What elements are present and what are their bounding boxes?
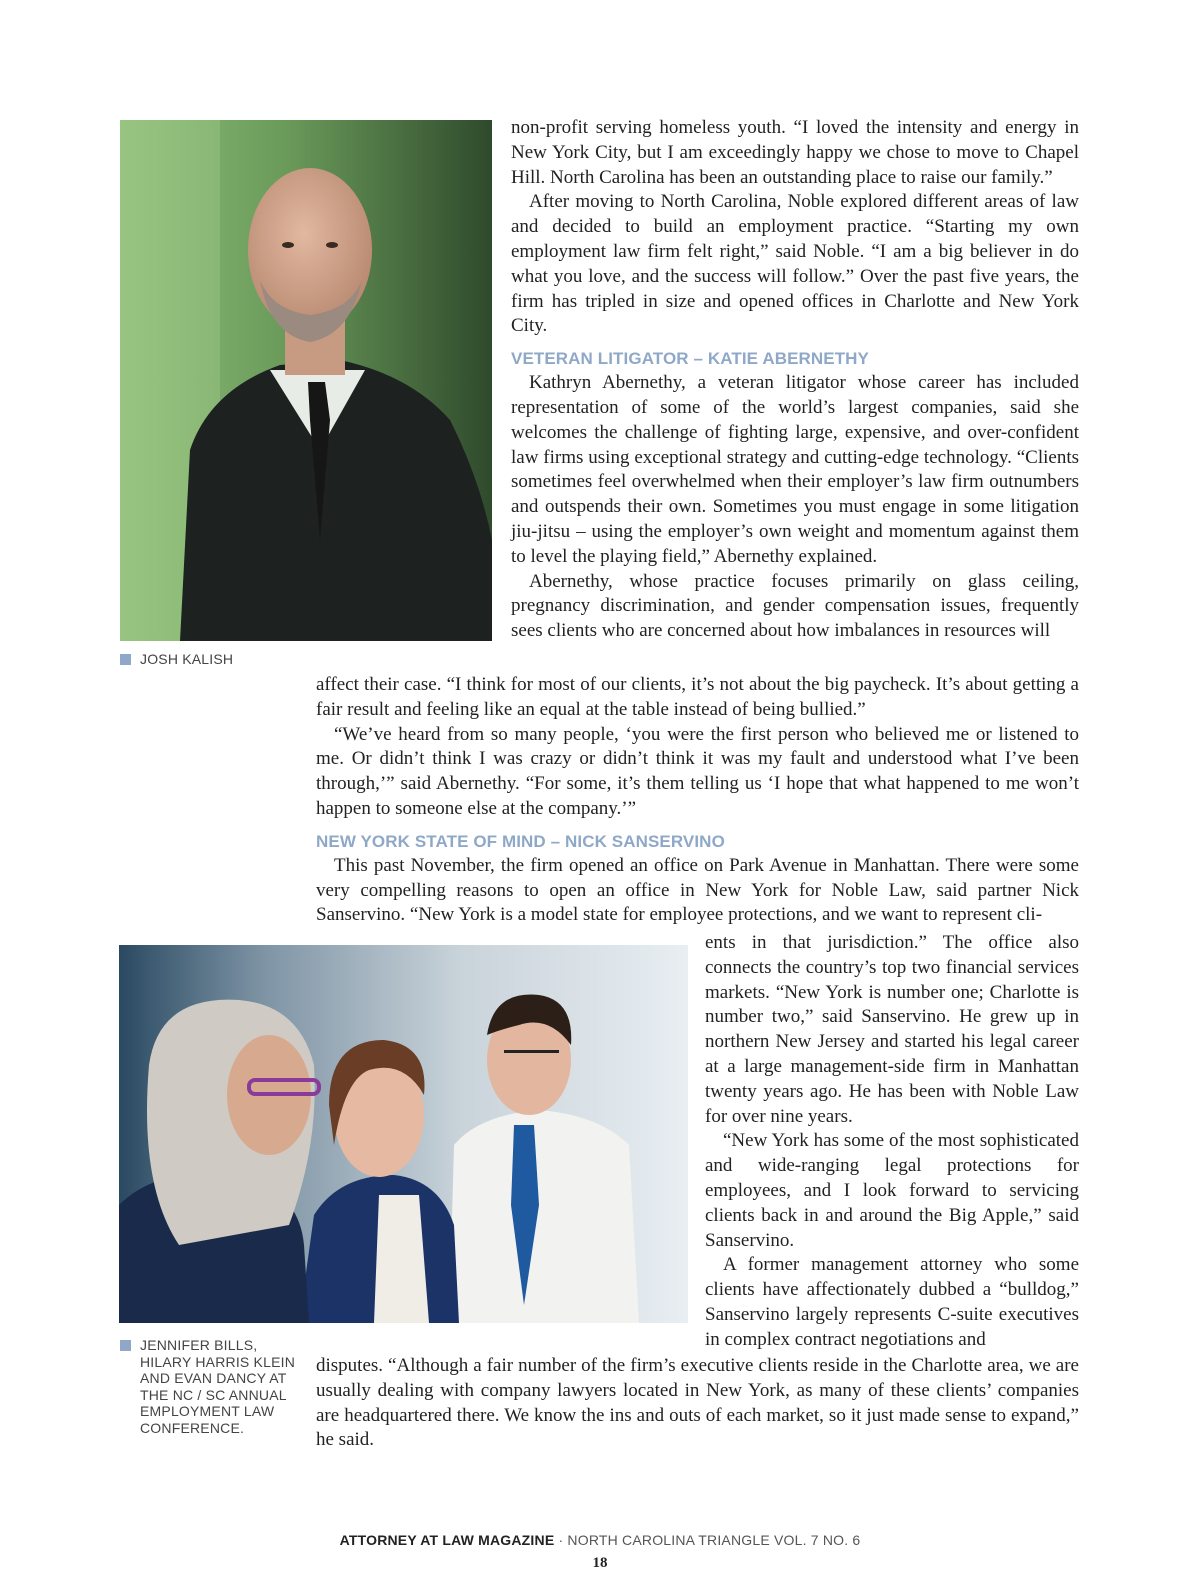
page-footer (0, 1532, 1200, 1548)
group-image (119, 945, 688, 1323)
photo-caption-1 (120, 651, 300, 668)
photo-caption-2 (120, 1337, 300, 1436)
caption-marker-square (120, 654, 131, 665)
article-column-bottom (316, 1354, 1079, 1453)
group-photo-conference (119, 945, 688, 1323)
section-heading-abernethy: VETERAN LITIGATOR – KATIE ABERNETHY (511, 349, 870, 369)
article-column-top (511, 116, 1079, 644)
footer-separator: · (554, 1532, 568, 1548)
paragraph: affect their case. “I think for most of our clients, it’s not about the big paycheck. It’s about getting a fair result and feeling like an equal at the table instead of being bullied.” (316, 674, 1079, 720)
paragraph: “We’ve heard from so many people, ‘you were the first person who believed me or listened to me. Or didn’t think I was crazy or didn’t think it was my fault and understood what I’ve been through,’” said Abernethy. “For some, it’s them telling us ‘I hope that what happened to me won’t happen to someone else at the company.’” (316, 723, 1079, 819)
caption-text: JOSH KALISH (140, 651, 234, 667)
paragraph: disputes. “Although a fair number of the firm’s executive clients reside in the Charlotte area, we are usually dealing with company lawyers located in New York, as many of these clients’ companies are headquartered there. We know the ins and outs of each market, so it just made sense to expand,” he said. (316, 1355, 1079, 1451)
portrait-image (120, 120, 492, 641)
section-heading-sanservino: NEW YORK STATE OF MIND – NICK SANSERVINO (316, 831, 725, 851)
paragraph: “New York has some of the most sophisticated and wide-ranging legal protections for employees, and I look forward to servicing clients back in and around the Big Apple,” said Sanservino. (705, 1130, 1079, 1251)
paragraph: A former management attorney who some clients have affectionately dubbed a “bulldog,” Sanservino largely represents C-suite executives in complex contract negotiations and (705, 1254, 1079, 1350)
paragraph: Kathryn Abernethy, a veteran litigator whose career has included representation of some of the world’s largest companies, said she welcomes the challenge of fighting large, expensive, and over-confident law firms using exceptional strategy and cutting-edge technology. “Clients sometimes feel overwhelmed when their employer’s law firm outnumbers and outspends their own. Sometimes you must engage in some litigation jiu-jitsu – using the employer’s own weight and momentum against them to level the playing field,” Abernethy explained. (511, 372, 1079, 567)
article-column-middle (316, 673, 1079, 928)
portrait-photo-josh-kalish (120, 120, 492, 641)
paragraph: ents in that jurisdiction.” The office also connects the country’s top two financial services markets. “New York is number one; Charlotte is number two,” said Sanservino. He grew up in northern New Jersey and started his legal career at a large management-side firm in Manhattan twenty years ago. He has been with Noble Law for over nine years. (705, 932, 1079, 1127)
magazine-name: ATTORNEY AT LAW MAGAZINE (339, 1532, 555, 1548)
article-column-narrow (705, 931, 1079, 1353)
caption-marker-square (120, 1340, 131, 1351)
caption-text: JENNIFER BILLS, HILARY HARRIS KLEIN AND EVAN DANCY AT THE NC / SC ANNUAL EMPLOYMENT LAW CONFERENCE. (140, 1337, 296, 1436)
paragraph: Abernethy, whose practice focuses primarily on glass ceiling, pregnancy discrimination, and gender compensation issues, frequently sees clients who are concerned about how imbalances in resources will (511, 570, 1079, 642)
paragraph: This past November, the firm opened an office on Park Avenue in Manhattan. There were some very compelling reasons to open an office in New York for Noble Law, said partner Nick Sanservino. “New York is a model state for employee protections, and we want to represent cli- (316, 854, 1079, 926)
edition-info: NORTH CAROLINA TRIANGLE VOL. 7 NO. 6 (567, 1532, 861, 1548)
page-number: 18 (592, 1555, 608, 1571)
paragraph: After moving to North Carolina, Noble explored different areas of law and decided to build an employment practice. “Starting my own employment law firm felt right,” said Noble. “I am a big believer in do what you love, and the success will follow.” Over the past five years, the firm has tripled in size and opened offices in Charlotte and New York City. (511, 191, 1079, 337)
paragraph: non-profit serving homeless youth. “I loved the intensity and energy in New York City, but I am exceedingly happy we chose to move to Chapel Hill. North Carolina has been an outstanding place to raise our family.” (511, 117, 1079, 188)
